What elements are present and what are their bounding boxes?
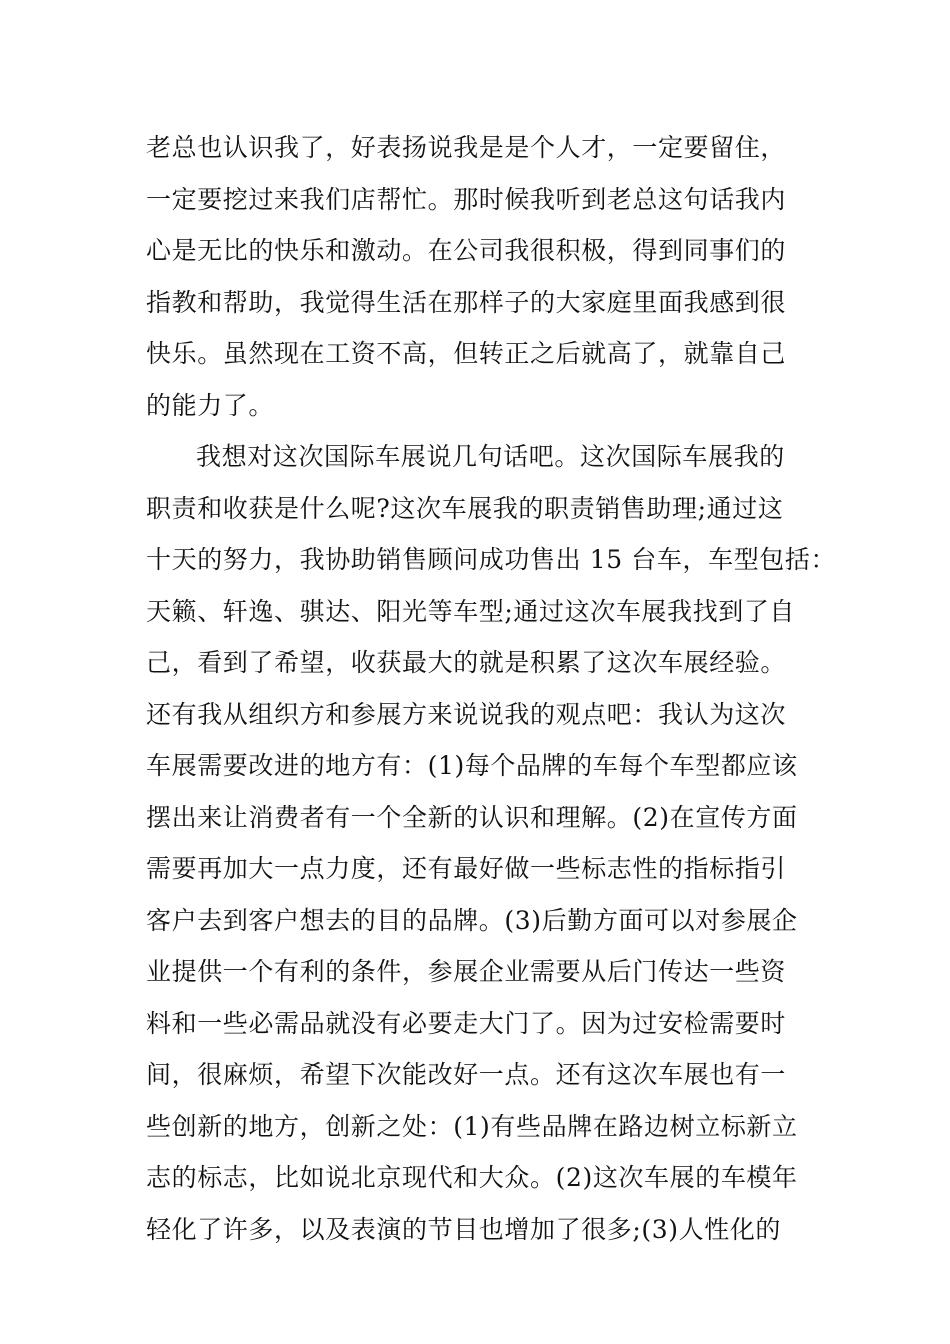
paragraph-1 bbox=[146, 122, 826, 431]
text-line: 天籁、轩逸、骐达、阳光等车型;通过这次车展我找到了自 bbox=[146, 596, 796, 626]
text-line: 己，看到了希望，收获最大的就是积累了这次车展经验。 bbox=[146, 648, 787, 677]
text-line: 的能力了。 bbox=[146, 390, 275, 420]
text-line: 职责和收获是什么呢?这次车展我的职责销售助理;通过这 bbox=[146, 493, 784, 523]
text-line: 我想对这次国际车展说几句话吧。这次国际车展我的 bbox=[196, 442, 785, 471]
text-line: 间，很麻烦，希望下次能改好一点。还有这次车展也有一 bbox=[146, 1060, 787, 1089]
text-line: 心是无比的快乐和激动。在公司我很积极，得到同事们的 bbox=[146, 236, 787, 265]
document-body bbox=[146, 122, 837, 1255]
text-line: 指教和帮助，我觉得生活在那样子的大家庭里面我感到很 bbox=[146, 287, 787, 317]
paragraph-2 bbox=[146, 431, 837, 1255]
text-line: 摆出来让消费者有一个全新的认识和理解。(2)在宣传方面 bbox=[146, 802, 798, 832]
text-line: 车展需要改进的地方有：(1)每个品牌的车每个车型都应该 bbox=[146, 751, 798, 780]
text-line: 志的标志，比如说北京现代和大众。(2)这次车展的车模年 bbox=[146, 1163, 798, 1192]
text-line: 需要再加大一点力度，还有最好做一些标志性的指标指引 bbox=[146, 854, 787, 883]
text-line: 些创新的地方，创新之处：(1)有些品牌在路边树立标新立 bbox=[146, 1111, 798, 1141]
text-line: 业提供一个有利的条件，参展企业需要从后门传达一些资 bbox=[146, 957, 787, 986]
text-line: 轻化了许多，以及表演的节目也增加了很多;(3)人性化的 bbox=[146, 1214, 782, 1244]
text-line: 快乐。虽然现在工资不高，但转正之后就高了，就靠自己 bbox=[146, 339, 787, 368]
text-line: 料和一些必需品就没有必要走大门了。因为过安检需要时 bbox=[146, 1008, 787, 1038]
text-line: 客户去到客户想去的目的品牌。(3)后勤方面可以对参展企 bbox=[146, 905, 798, 935]
text-line: 老总也认识我了，好表扬说我是是个人才，一定要留住， bbox=[146, 133, 787, 162]
text-line: 还有我从组织方和参展方来说说我的观点吧：我认为这次 bbox=[146, 699, 787, 729]
text-line: 一定要挖过来我们店帮忙。那时候我听到老总这句话我内 bbox=[146, 184, 787, 214]
text-line: 十天的努力，我协助销售顾问成功售出 15 台车，车型包括： bbox=[146, 545, 837, 574]
